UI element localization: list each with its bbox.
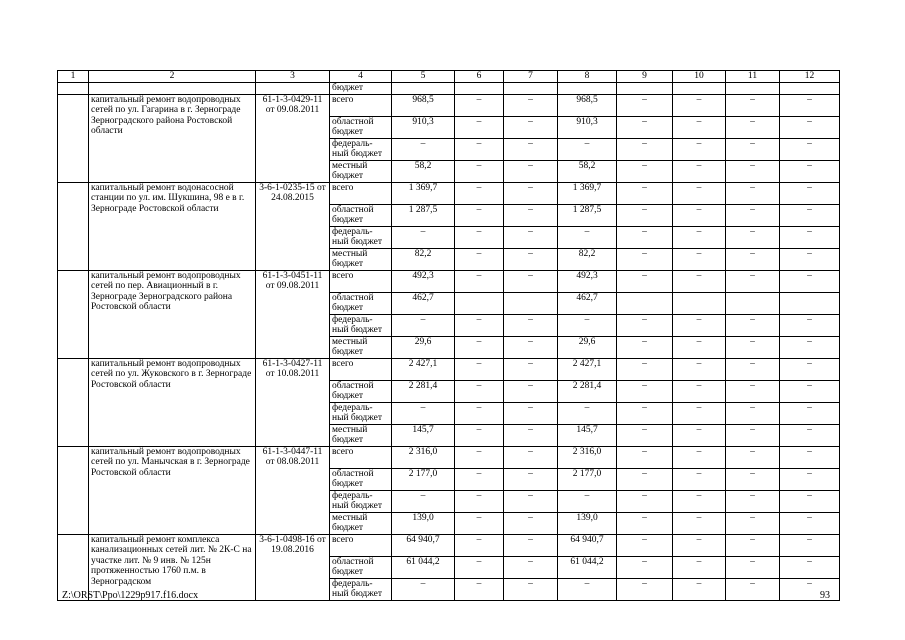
amount-cell: 910,3 xyxy=(392,116,455,138)
amount-cell xyxy=(673,292,726,314)
amount-cell: – xyxy=(617,116,673,138)
amount-cell: 2 316,0 xyxy=(392,446,455,468)
budget-source: всего xyxy=(330,270,392,292)
amount-cell: 82,2 xyxy=(558,248,617,270)
amount-cell: – xyxy=(726,138,780,160)
amount-cell: 29,6 xyxy=(392,336,455,358)
object-name: капитальный ремонт водопроводных сетей по пер. Авиационный в г. Зернограде Зерноградского района Ростовской области xyxy=(89,270,256,358)
table-cell xyxy=(58,94,89,182)
amount-cell: – xyxy=(673,314,726,336)
amount-cell: – xyxy=(780,512,840,534)
amount-cell: 61 044,2 xyxy=(558,556,617,578)
amount-cell: – xyxy=(780,358,840,380)
amount-cell: – xyxy=(726,160,780,182)
amount-cell: – xyxy=(726,94,780,116)
amount-cell: – xyxy=(455,182,504,204)
amount-cell: 29,6 xyxy=(558,336,617,358)
amount-cell: – xyxy=(504,160,558,182)
amount-cell xyxy=(617,292,673,314)
budget-source: областной бюджет xyxy=(330,556,392,578)
amount-cell: – xyxy=(392,402,455,424)
amount-cell: – xyxy=(673,446,726,468)
amount-cell: 58,2 xyxy=(558,160,617,182)
amount-cell: – xyxy=(617,424,673,446)
amount-cell: 492,3 xyxy=(392,270,455,292)
object-code: 61-1-3-0427-11 от 10.08.2011 xyxy=(256,358,330,446)
amount-cell: – xyxy=(455,424,504,446)
amount-cell: – xyxy=(455,534,504,556)
amount-cell: 139,0 xyxy=(558,512,617,534)
amount-cell: 64 940,7 xyxy=(558,534,617,556)
amount-cell: 1 287,5 xyxy=(558,204,617,226)
amount-cell: – xyxy=(780,402,840,424)
table-cell xyxy=(558,83,617,95)
amount-cell: – xyxy=(392,490,455,512)
amount-cell: – xyxy=(504,182,558,204)
amount-cell: 2 316,0 xyxy=(558,446,617,468)
amount-cell: 968,5 xyxy=(558,94,617,116)
budget-source: областной бюджет xyxy=(330,292,392,314)
amount-cell: 492,3 xyxy=(558,270,617,292)
amount-cell: – xyxy=(673,490,726,512)
budget-source: областной бюджет xyxy=(330,380,392,402)
amount-cell: – xyxy=(780,578,840,600)
amount-cell: – xyxy=(726,578,780,600)
amount-cell: – xyxy=(617,446,673,468)
amount-cell: – xyxy=(455,226,504,248)
header-cell: 2 xyxy=(89,71,256,83)
amount-cell: – xyxy=(504,380,558,402)
amount-cell: 2 281,4 xyxy=(392,380,455,402)
table-cell xyxy=(58,358,89,446)
object-code: 61-1-3-0447-11 от 08.08.2011 xyxy=(256,446,330,534)
amount-cell: – xyxy=(617,534,673,556)
amount-cell: – xyxy=(455,270,504,292)
amount-cell: – xyxy=(673,248,726,270)
amount-cell: – xyxy=(673,138,726,160)
amount-cell: – xyxy=(673,336,726,358)
amount-cell: – xyxy=(726,358,780,380)
table-row xyxy=(58,182,840,204)
amount-cell: – xyxy=(558,490,617,512)
amount-cell: 1 369,7 xyxy=(558,182,617,204)
budget-source: всего xyxy=(330,358,392,380)
amount-cell: – xyxy=(504,94,558,116)
amount-cell: 462,7 xyxy=(392,292,455,314)
header-cell: 12 xyxy=(780,71,840,83)
budget-source: местный бюджет xyxy=(330,424,392,446)
budget-source: федераль-ный бюджет xyxy=(330,226,392,248)
amount-cell: – xyxy=(673,556,726,578)
amount-cell: – xyxy=(726,336,780,358)
table-cell xyxy=(58,182,89,270)
file-path: Z:\ORST\Ppo\1229p917.f16.docx xyxy=(62,590,199,601)
object-name: капитальный ремонт водопроводных сетей по ул. Жуковского в г. Зернограде Ростовской области xyxy=(89,358,256,446)
amount-cell: – xyxy=(504,578,558,600)
table-row xyxy=(58,446,840,468)
amount-cell: – xyxy=(780,424,840,446)
amount-cell: – xyxy=(617,270,673,292)
amount-cell: – xyxy=(673,116,726,138)
amount-cell: – xyxy=(455,358,504,380)
object-name: капитальный ремонт комплекса канализационных сетей лит. № 2К-С на участке лит. № 9 инв. № 125н протяженностью 1760 п.м. в Зерноградском xyxy=(89,534,256,600)
amount-cell: – xyxy=(455,314,504,336)
header-cell: 10 xyxy=(673,71,726,83)
header-cell: 1 xyxy=(58,71,89,83)
budget-source: федераль-ный бюджет xyxy=(330,314,392,336)
amount-cell: – xyxy=(504,556,558,578)
amount-cell: – xyxy=(780,182,840,204)
amount-cell: – xyxy=(455,556,504,578)
amount-cell: – xyxy=(673,380,726,402)
amount-cell: – xyxy=(504,424,558,446)
amount-cell: – xyxy=(617,358,673,380)
amount-cell: 64 940,7 xyxy=(392,534,455,556)
amount-cell: – xyxy=(780,138,840,160)
object-code: 3-6-1-0498-16 от 19.08.2016 xyxy=(256,534,330,600)
amount-cell: – xyxy=(726,204,780,226)
amount-cell: – xyxy=(455,402,504,424)
header-cell: 8 xyxy=(558,71,617,83)
budget-source: федераль-ный бюджет xyxy=(330,402,392,424)
amount-cell: – xyxy=(455,578,504,600)
budget-source: местный бюджет xyxy=(330,248,392,270)
amount-cell: – xyxy=(673,534,726,556)
amount-cell: 145,7 xyxy=(392,424,455,446)
amount-cell: – xyxy=(673,402,726,424)
amount-cell: – xyxy=(780,534,840,556)
amount-cell: – xyxy=(504,270,558,292)
amount-cell: – xyxy=(504,446,558,468)
amount-cell: 968,5 xyxy=(392,94,455,116)
amount-cell: – xyxy=(504,358,558,380)
amount-cell: – xyxy=(455,160,504,182)
budget-source: областной бюджет xyxy=(330,116,392,138)
amount-cell: 139,0 xyxy=(392,512,455,534)
table-row xyxy=(58,83,840,95)
amount-cell: – xyxy=(780,160,840,182)
amount-cell: – xyxy=(504,204,558,226)
table-row xyxy=(58,534,840,556)
amount-cell: – xyxy=(780,94,840,116)
amount-cell: – xyxy=(780,204,840,226)
amount-cell: – xyxy=(558,578,617,600)
amount-cell: – xyxy=(558,138,617,160)
amount-cell: – xyxy=(455,336,504,358)
budget-source: федераль-ный бюджет xyxy=(330,138,392,160)
amount-cell: – xyxy=(780,248,840,270)
amount-cell: – xyxy=(617,380,673,402)
object-name: капитальный ремонт водопроводных сетей по ул. Манычская в г. Зернограде Ростовской области xyxy=(89,446,256,534)
amount-cell: – xyxy=(673,358,726,380)
table-cell xyxy=(617,83,673,95)
budget-source: местный бюджет xyxy=(330,336,392,358)
amount-cell: – xyxy=(392,138,455,160)
amount-cell: – xyxy=(673,226,726,248)
amount-cell: 2 281,4 xyxy=(558,380,617,402)
amount-cell: – xyxy=(673,468,726,490)
amount-cell: – xyxy=(726,468,780,490)
amount-cell: – xyxy=(504,534,558,556)
table-cell xyxy=(58,270,89,358)
amount-cell: – xyxy=(726,534,780,556)
amount-cell: – xyxy=(504,116,558,138)
amount-cell: – xyxy=(455,138,504,160)
amount-cell: – xyxy=(780,446,840,468)
budget-table xyxy=(57,70,840,601)
amount-cell: – xyxy=(673,94,726,116)
amount-cell: – xyxy=(504,512,558,534)
amount-cell: – xyxy=(455,248,504,270)
amount-cell: – xyxy=(617,248,673,270)
header-cell: 4 xyxy=(330,71,392,83)
header-cell: 5 xyxy=(392,71,455,83)
amount-cell: – xyxy=(617,138,673,160)
amount-cell: – xyxy=(617,94,673,116)
amount-cell: – xyxy=(504,226,558,248)
amount-cell: – xyxy=(504,138,558,160)
amount-cell: – xyxy=(558,314,617,336)
amount-cell: – xyxy=(780,490,840,512)
table-row xyxy=(58,358,840,380)
header-cell: 3 xyxy=(256,71,330,83)
amount-cell: – xyxy=(504,490,558,512)
amount-cell: 1 369,7 xyxy=(392,182,455,204)
amount-cell: – xyxy=(673,512,726,534)
amount-cell: – xyxy=(726,226,780,248)
amount-cell: – xyxy=(455,94,504,116)
amount-cell: – xyxy=(504,248,558,270)
amount-cell: 2 427,1 xyxy=(558,358,617,380)
amount-cell: – xyxy=(780,314,840,336)
table-cell xyxy=(726,83,780,95)
object-name: капитальный ремонт водонасосной станции по ул. им. Шукшина, 98 е в г. Зернограде Ростовской области xyxy=(89,182,256,270)
object-name: капитальный ремонт водопроводных сетей по ул. Гагарина в г. Зернограде Зерноградского района Ростовской области xyxy=(89,94,256,182)
amount-cell: 2 177,0 xyxy=(558,468,617,490)
table-cell xyxy=(455,83,504,95)
table-cell: бюджет xyxy=(330,83,392,95)
amount-cell: – xyxy=(617,468,673,490)
amount-cell: – xyxy=(673,160,726,182)
header-cell: 9 xyxy=(617,71,673,83)
amount-cell: 82,2 xyxy=(392,248,455,270)
table-row xyxy=(58,94,840,116)
table-cell xyxy=(256,83,330,95)
budget-source: федераль-ный бюджет xyxy=(330,490,392,512)
budget-source: всего xyxy=(330,182,392,204)
amount-cell xyxy=(780,292,840,314)
object-code: 61-1-3-0429-11 от 09.08.2011 xyxy=(256,94,330,182)
amount-cell: 58,2 xyxy=(392,160,455,182)
amount-cell: – xyxy=(780,468,840,490)
amount-cell: – xyxy=(455,468,504,490)
amount-cell: – xyxy=(726,116,780,138)
amount-cell: – xyxy=(726,490,780,512)
table-cell xyxy=(392,83,455,95)
table-body xyxy=(58,71,840,601)
header-row xyxy=(58,71,840,83)
amount-cell xyxy=(455,292,504,314)
header-cell: 11 xyxy=(726,71,780,83)
table-cell xyxy=(89,83,256,95)
amount-cell: 462,7 xyxy=(558,292,617,314)
amount-cell xyxy=(504,292,558,314)
amount-cell: – xyxy=(673,578,726,600)
amount-cell: – xyxy=(617,182,673,204)
amount-cell: – xyxy=(392,314,455,336)
amount-cell: – xyxy=(558,226,617,248)
amount-cell xyxy=(726,292,780,314)
amount-cell: – xyxy=(780,556,840,578)
amount-cell: – xyxy=(504,468,558,490)
table-cell xyxy=(673,83,726,95)
amount-cell: – xyxy=(617,226,673,248)
amount-cell: – xyxy=(617,402,673,424)
budget-source: всего xyxy=(330,534,392,556)
amount-cell: 61 044,2 xyxy=(392,556,455,578)
amount-cell: – xyxy=(673,182,726,204)
amount-cell: – xyxy=(455,116,504,138)
amount-cell: – xyxy=(726,380,780,402)
amount-cell: 2 177,0 xyxy=(392,468,455,490)
amount-cell: – xyxy=(455,204,504,226)
amount-cell: – xyxy=(617,160,673,182)
amount-cell: – xyxy=(780,226,840,248)
object-code: 3-6-1-0235-15 от 24.08.2015 xyxy=(256,182,330,270)
header-cell: 7 xyxy=(504,71,558,83)
amount-cell: – xyxy=(617,336,673,358)
budget-source: всего xyxy=(330,446,392,468)
budget-source: областной бюджет xyxy=(330,468,392,490)
amount-cell: – xyxy=(617,204,673,226)
amount-cell: – xyxy=(617,490,673,512)
object-code: 61-1-3-0451-11 от 09.08.2011 xyxy=(256,270,330,358)
amount-cell: – xyxy=(504,336,558,358)
amount-cell: 145,7 xyxy=(558,424,617,446)
amount-cell: – xyxy=(780,380,840,402)
amount-cell: – xyxy=(726,446,780,468)
amount-cell: – xyxy=(780,270,840,292)
amount-cell: – xyxy=(617,556,673,578)
header-cell: 6 xyxy=(455,71,504,83)
budget-source: всего xyxy=(330,94,392,116)
table-cell xyxy=(780,83,840,95)
amount-cell: – xyxy=(617,512,673,534)
amount-cell: – xyxy=(558,402,617,424)
table-cell xyxy=(58,83,89,95)
amount-cell: – xyxy=(617,578,673,600)
amount-cell: – xyxy=(726,402,780,424)
amount-cell: – xyxy=(392,226,455,248)
amount-cell: 910,3 xyxy=(558,116,617,138)
amount-cell: – xyxy=(617,314,673,336)
amount-cell: – xyxy=(780,336,840,358)
page-number: 93 xyxy=(820,590,830,601)
amount-cell: – xyxy=(673,270,726,292)
table-row xyxy=(58,270,840,292)
table-cell xyxy=(58,446,89,534)
amount-cell: – xyxy=(392,578,455,600)
amount-cell: – xyxy=(726,270,780,292)
amount-cell: – xyxy=(455,380,504,402)
amount-cell: – xyxy=(726,182,780,204)
amount-cell: 2 427,1 xyxy=(392,358,455,380)
amount-cell: – xyxy=(504,402,558,424)
budget-source: местный бюджет xyxy=(330,512,392,534)
amount-cell: – xyxy=(455,446,504,468)
amount-cell: – xyxy=(455,490,504,512)
budget-source: местный бюджет xyxy=(330,160,392,182)
amount-cell: – xyxy=(726,248,780,270)
amount-cell: – xyxy=(726,314,780,336)
budget-source: федераль-ный бюджет xyxy=(330,578,392,600)
amount-cell: – xyxy=(673,204,726,226)
amount-cell: – xyxy=(504,314,558,336)
amount-cell: – xyxy=(726,556,780,578)
amount-cell: – xyxy=(673,424,726,446)
amount-cell: – xyxy=(780,116,840,138)
budget-source: областной бюджет xyxy=(330,204,392,226)
amount-cell: 1 287,5 xyxy=(392,204,455,226)
amount-cell: – xyxy=(455,512,504,534)
table-cell xyxy=(504,83,558,95)
amount-cell: – xyxy=(726,512,780,534)
amount-cell: – xyxy=(726,424,780,446)
